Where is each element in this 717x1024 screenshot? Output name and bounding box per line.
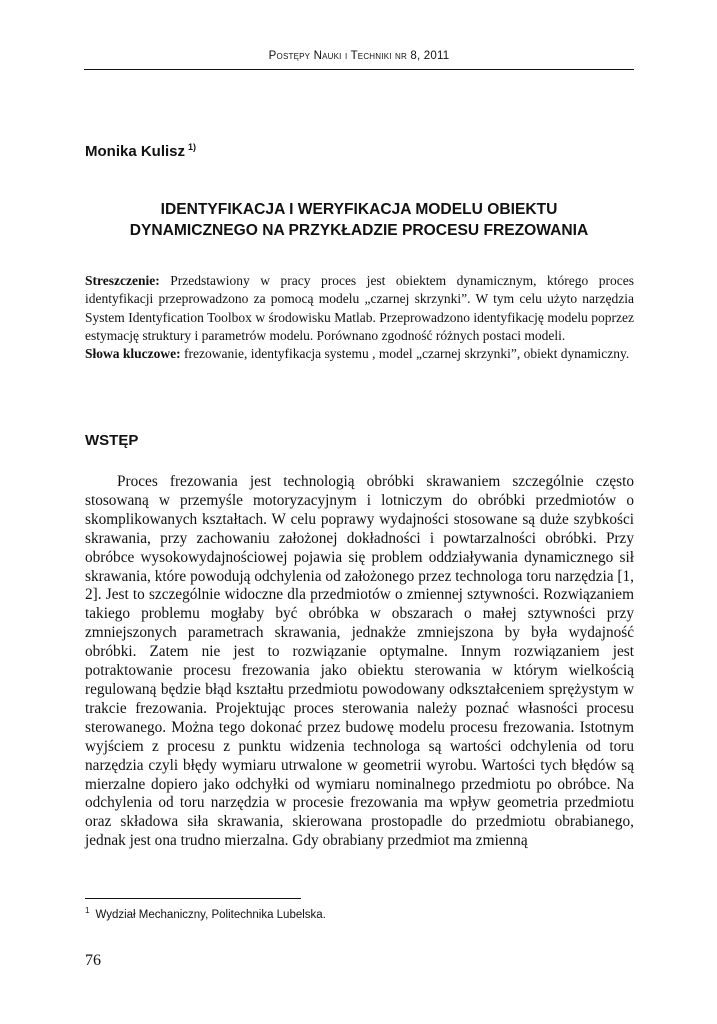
article-title [84,199,634,241]
journal-title: Postępy Nauki i Techniki nr 8, 2011 [268,50,450,62]
running-head [84,50,634,62]
keywords-label: Słowa kluczowe: [85,346,181,362]
abstract-paragraph [85,272,634,345]
header-rule [84,69,634,70]
title-line-2: DYNAMICZNEGO NA PRZYKŁADZIE PROCESU FREZOWANIA [129,222,589,239]
abstract-label: Streszczenie: [85,273,160,288]
author-line [85,142,196,160]
footnote-text: Wydział Mechaniczny, Politechnika Lubelska. [95,909,326,921]
footnote-mark: 1 [85,906,90,915]
footnote-rule [85,898,301,899]
abstract-text: Przedstawiony w pracy proces jest obiektem dynamicznym, którego proces identyfikacji przeprowadzono za pomocą modelu „czarnej skrzynki”. W tym celu użyto narzędzia System Identyfication Toolbox w środowisku Matlab. Przeprowadzono identyfikację modelu poprzez estymację struktury i parametrów modelu. Porównano zgodność różnych postaci modeli. [85,273,635,343]
footnote [85,906,326,921]
author-footnote-mark: 1) [188,142,197,152]
abstract [85,272,634,363]
page-number: 76 [85,952,101,969]
body-paragraph: Proces frezowania jest technologią obróbki skrawaniem szczególnie często stosowaną w przemyśle motoryzacyjnym i lotniczym do obróbki przedmiotów o skomplikowanych kształtach. W celu poprawy wydajności stosowane są duże szybkości skrawania, przy zachowaniu założonej dokładności i powtarzalności obróbki. Przy obróbce wysokowydajnościowej pojawia się problem oddziaływania dynamicznego sił skrawania, które powodują odchylenia od założonego przez technologa toru narzędzia [1, 2]. Jest to szczególnie widoczne dla przedmiotów o zmiennej sztywności. Rozwiązaniem takiego problemu mogłaby być obróbka w obszarach o małej sztywności przy zmniejszonych parametrach skrawania, jednakże zmniejszona by była wydajność obróbki. Zatem nie jest to rozwiązanie optymalne. Innym rozwiązaniem jest potraktowanie procesu frezowania jako obiektu sterowania w którym wielkością regulowaną będzie błąd kształtu przedmiotu powodowany odkształceniem sprężystym w trakcie frezowania. Projektując proces sterowania należy poznać własności procesu sterowanego. Można tego dokonać przez budowę modelu procesu frezowania. Istotnym wyjściem z procesu z punktu widzenia technologa są wartości odchylenia od toru narzędzia czyli błędy wymiaru utrwalone w geometrii wyrobu. Wartości tych błędów są mierzalne dopiero jako odchyłki od wymiaru nominalnego przedmiotu po obróbce. Na odchylenia od toru narzędzia w procesie frezowania ma wpływ geometria przedmiotu oraz składowa siła skrawania, skierowana prostopadle do przedmiotu obrabianego, jednak jest ona trudno mierzalna. Gdy obrabiany przedmiot ma zmienną [85,473,634,850]
keywords-paragraph [85,345,634,363]
section-heading: WSTĘP [85,432,139,449]
keywords-text: frezowanie, identyfikacja systemu , model „czarnej skrzynki”, obiekt dynamiczny. [184,346,630,362]
title-line-1: IDENTYFIKACJA I WERYFIKACJA MODELU OBIEKTU [160,201,558,218]
author-name: Monika Kulisz [85,143,186,160]
